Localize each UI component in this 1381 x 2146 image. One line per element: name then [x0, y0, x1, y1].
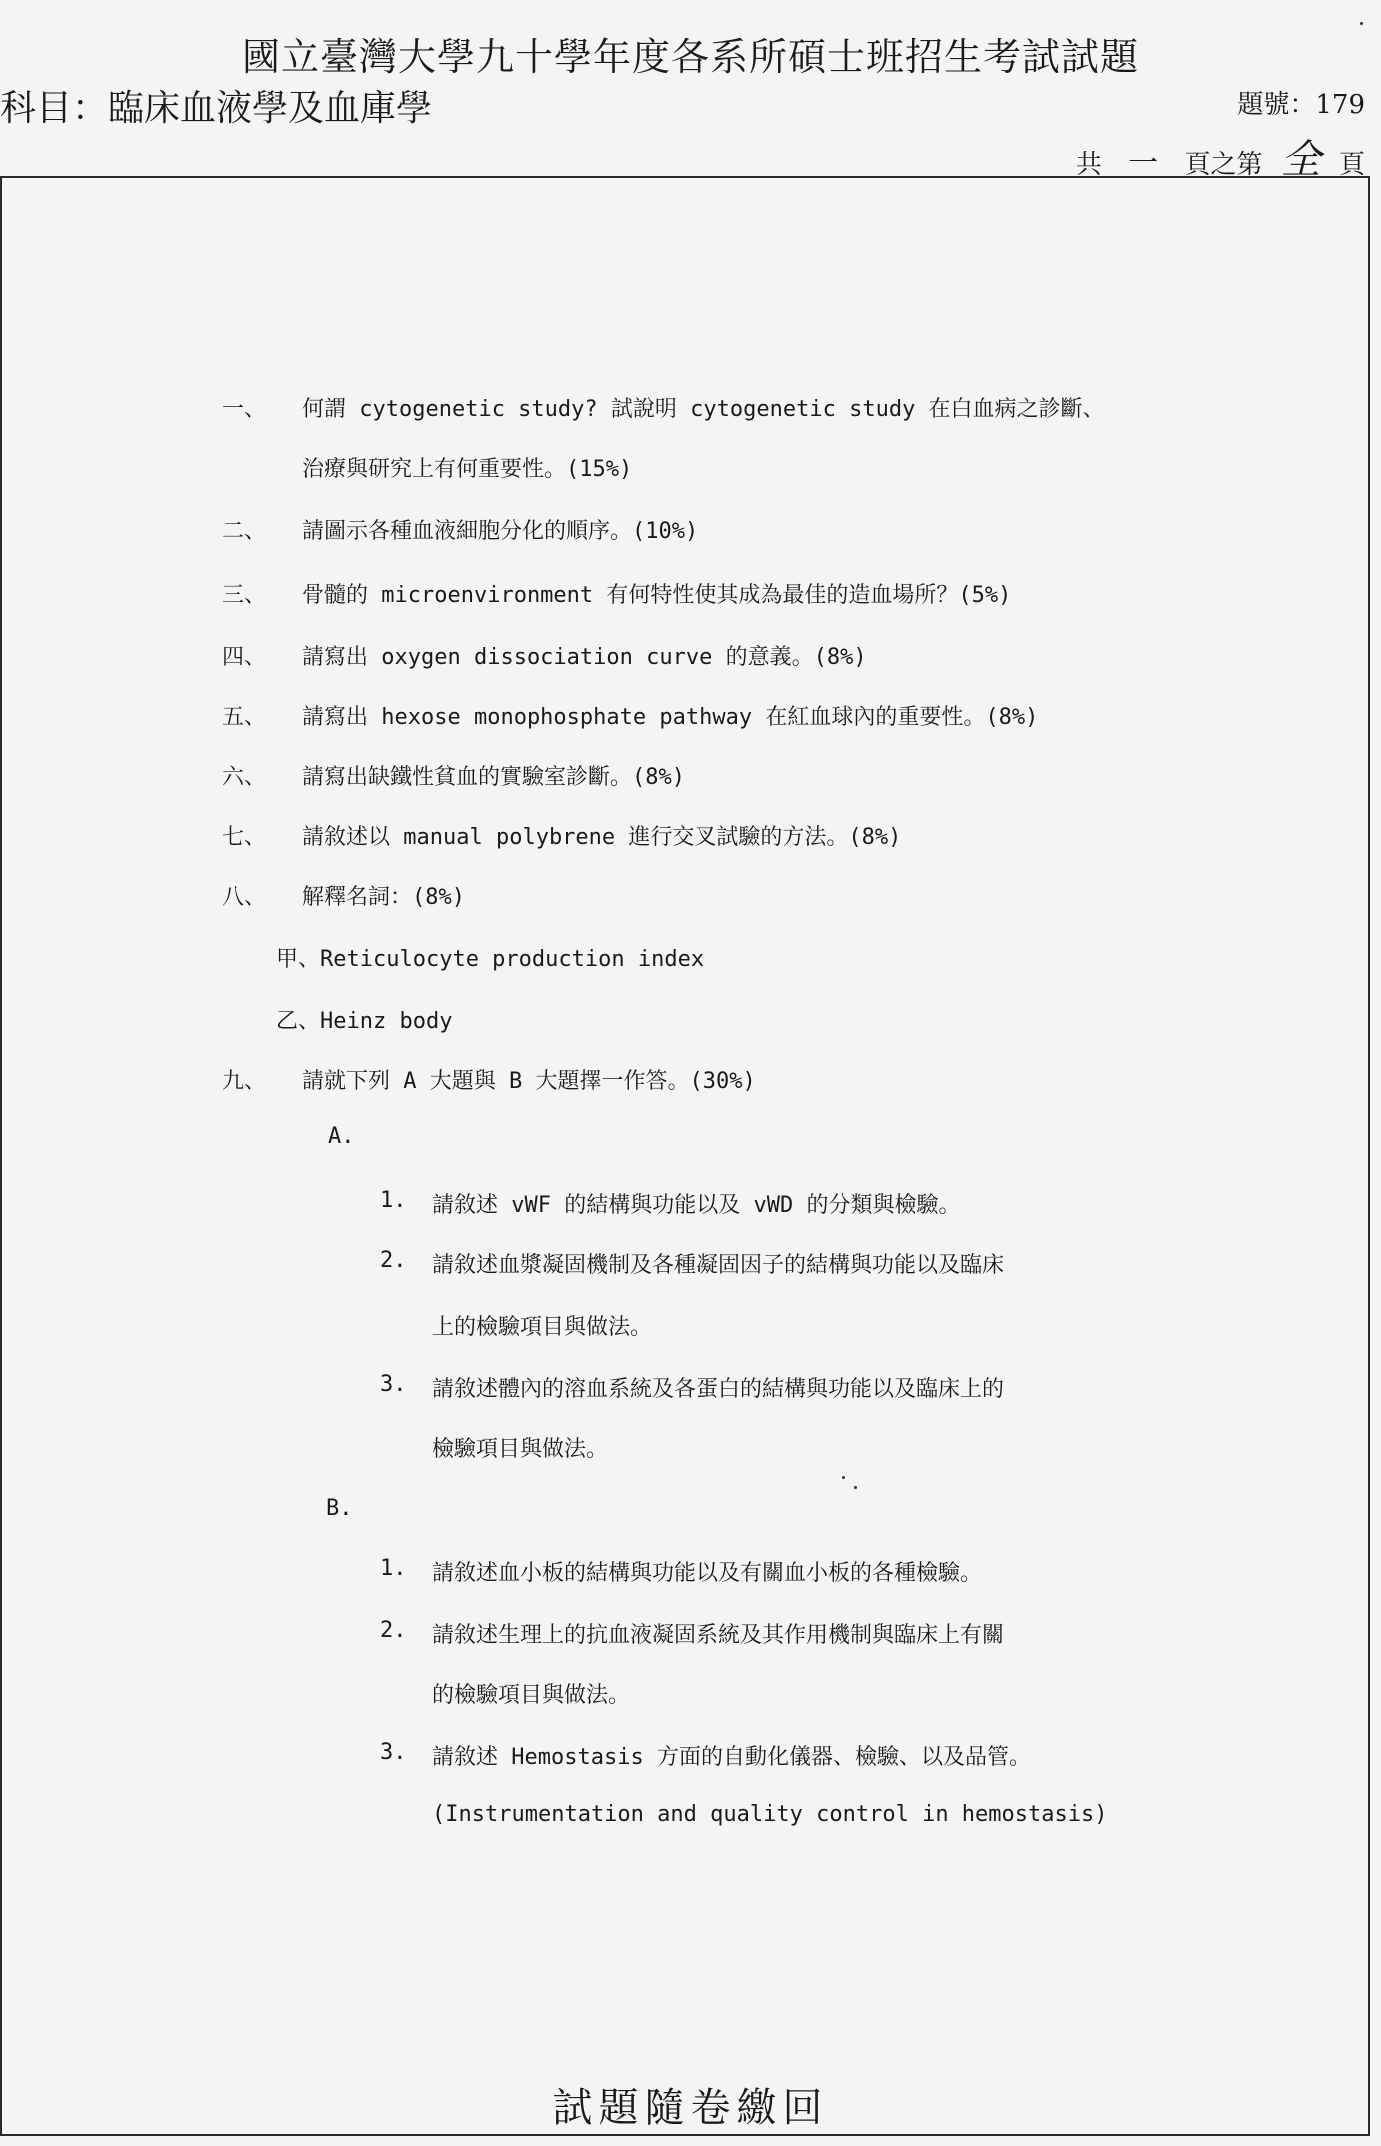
page-mid: 頁之第: [1184, 150, 1263, 180]
q6-text: 請寫出缺鐵性貧血的實驗室診斷。(8%): [302, 765, 685, 790]
q6-number: 六、: [222, 765, 267, 790]
page-total: 一: [1128, 146, 1159, 181]
part-b-label: B.: [326, 1496, 353, 1521]
q7-text: 請敘述以 manual polybrene 進行交叉試驗的方法。(8%): [302, 825, 902, 850]
b2-line1: 請敘述生理上的抗血液凝固系統及其作用機制與臨床上有關: [432, 1623, 1005, 1648]
b1-number: 1.: [380, 1556, 407, 1581]
q5-number: 五、: [222, 705, 267, 730]
q1-number: 一、: [222, 397, 267, 422]
footer-notice: 試題隨卷繳回: [552, 2085, 829, 2131]
q9-text: 請就下列 A 大題與 B 大題擇一作答。(30%): [302, 1069, 756, 1094]
part-a-label: A.: [328, 1124, 355, 1149]
q8-term-b: 乙、Heinz body: [276, 1009, 453, 1034]
q8-term-a: 甲、Reticulocyte production index: [276, 947, 705, 972]
exam-frame: [0, 176, 1370, 2136]
page-current: 全: [1280, 137, 1321, 183]
a2-line2: 上的檢驗項目與做法。: [432, 1315, 653, 1340]
b1-text: 請敘述血小板的結構與功能以及有關血小板的各種檢驗。: [432, 1561, 983, 1586]
q9-number: 九、: [222, 1069, 267, 1094]
b2-number: 2.: [380, 1618, 407, 1643]
a3-number: 3.: [380, 1372, 407, 1397]
b3-line1: 請敘述 Hemostasis 方面的自動化儀器、檢驗、以及品管。: [432, 1745, 1031, 1770]
exam-title: 國立臺灣大學九十學年度各系所碩士班招生考試試題: [241, 35, 1139, 79]
a2-line1: 請敘述血漿凝固機制及各種凝固因子的結構與功能以及臨床: [432, 1253, 1005, 1278]
q2-number: 二、: [222, 519, 267, 544]
q7-number: 七、: [222, 825, 267, 850]
q5-text: 請寫出 hexose monophosphate pathway 在紅血球內的重要性。(8%): [302, 705, 1039, 730]
page-prefix: 共: [1075, 150, 1102, 180]
scan-speck: [1360, 22, 1363, 25]
exam-subject: 科目：臨床血液學及血庫學: [0, 88, 433, 129]
q1-line1: 何謂 cytogenetic study? 試說明 cytogenetic study 在白血病之診斷、: [302, 397, 1105, 422]
a1-text: 請敘述 vWF 的結構與功能以及 vWD 的分類與檢驗。: [432, 1193, 961, 1218]
q4-number: 四、: [222, 645, 267, 670]
scan-speck: [854, 1486, 857, 1489]
q1-line2: 治療與研究上有何重要性。(15%): [302, 457, 633, 482]
q4-text: 請寫出 oxygen dissociation curve 的意義。(8%): [302, 645, 867, 670]
b3-line2: (Instrumentation and quality control in hemostasis): [432, 1802, 1108, 1827]
a3-line2: 檢驗項目與做法。: [432, 1437, 609, 1462]
q3-number: 三、: [222, 583, 267, 608]
a2-number: 2.: [380, 1248, 407, 1273]
b3-number: 3.: [380, 1740, 407, 1765]
q8-text: 解釋名詞：(8%): [302, 885, 465, 910]
scan-speck: [842, 1476, 845, 1479]
a1-number: 1.: [380, 1188, 407, 1213]
page-suffix: 頁: [1338, 150, 1365, 180]
q8-number: 八、: [222, 885, 267, 910]
question-number: 題號：179: [1237, 90, 1365, 120]
q3-text: 骨髓的 microenvironment 有何特性使其成為最佳的造血場所？(5%): [302, 583, 1012, 608]
b2-line2: 的檢驗項目與做法。: [432, 1683, 631, 1708]
q2-text: 請圖示各種血液細胞分化的順序。(10%): [302, 519, 699, 544]
a3-line1: 請敘述體內的溶血系統及各蛋白的結構與功能以及臨床上的: [432, 1377, 1005, 1402]
